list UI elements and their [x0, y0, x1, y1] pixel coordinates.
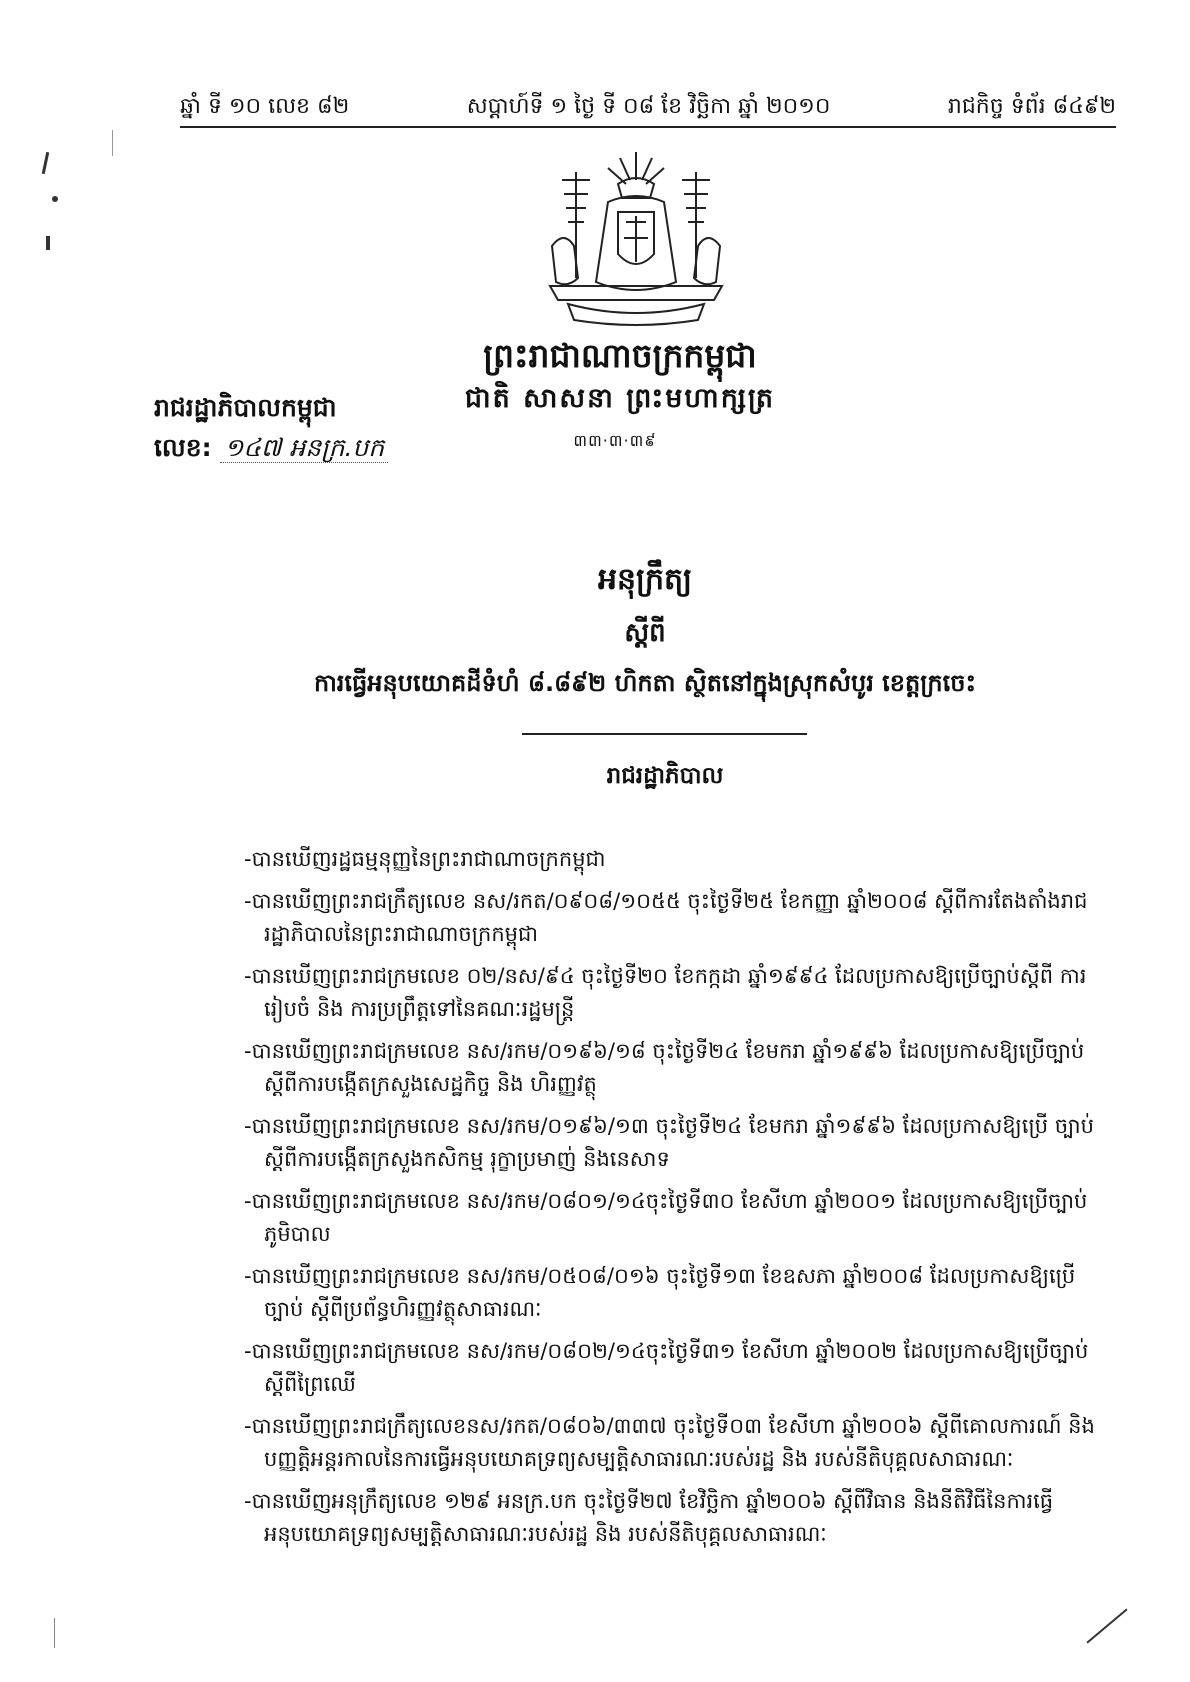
scan-artifact [46, 236, 50, 250]
title-divider [522, 733, 807, 735]
list-item: -បានឃើញព្រះរាជក្រមលេខ នស/រកម/០៨០១/១៤ចុះថ្ងៃទី៣០ ខែសីហា ឆ្នាំ២០០១ ដែលប្រកាសឱ្យប្រើច្បាប់ភូមិបាល [244, 1189, 1088, 1246]
issuer-block [154, 388, 388, 468]
document-on: ស្ដីពី [624, 618, 666, 648]
list-item: -បានឃើញព្រះរាជក្រឹត្យលេខ នស/រកត/០៩០៨/១០៥៥ ចុះថ្ងៃទី២៥ ខែកញ្ញា ឆ្នាំ២០០៨ ស្ដីពីការតែងតាំងរាជរដ្ឋាភិបាលនៃព្រះរាជាណាចក្រកម្ពុជា [244, 889, 1088, 946]
gazette-page-number: រាជកិច្ច ទំព័រ ៨៤៩២ [947, 94, 1116, 119]
list-item: -បានឃើញព្រះរាជក្រឹត្យលេខនស/រកត/០៨០៦/៣៣៧ ចុះថ្ងៃទី០៣ ខែសីហា ឆ្នាំ២០០៦ ស្ដីពីគោលការណ៍ និងបញ្ញត្តិអន្តរកាលនៃការធ្វើអនុបយោគទ្រព្យសម្បត្តិសាធារណៈរបស់រដ្ឋ និង របស់នីតិបុគ្គលសាធារណៈ [244, 1414, 1095, 1471]
reference-number: លេខ: ១៤៧ អនក្រ.បក [154, 428, 388, 468]
royal-coat-of-arms-icon [538, 150, 734, 328]
list-item: -បានឃើញព្រះរាជក្រមលេខ នស/រកម/០៥០៨/០១៦ ចុះថ្ងៃទី១៣ ខែឧសភា ឆ្នាំ២០០៨ ដែលប្រកាសឱ្យប្រើច្បាប់ ស្ដីពីប្រព័ន្ធហិរញ្ញវត្ថុសាធារណៈ [244, 1264, 1076, 1321]
list-item: -បានឃើញអនុក្រឹត្យលេខ ១២៩ អនក្រ.បក ចុះថ្ងៃទី២៧ ខែវិច្ឆិកា ឆ្នាំ២០០៦ ស្ដីពីវិធាន និងនីតិវិធីនៃការធ្វើអនុបយោគទ្រព្យសម្បត្តិសាធារណៈរបស់រដ្ឋ និង របស់នីតិបុគ្គលសាធារណៈ [244, 1489, 1054, 1546]
list-item: -បានឃើញរដ្ឋធម្មនុញ្ញនៃព្រះរាជាណាចក្រកម្ពុជា [244, 847, 606, 871]
reference-prefix: លេខ [154, 433, 202, 462]
gazette-year-issue: ឆ្នាំ ទី ១០ លេខ ៨២ [180, 94, 350, 119]
scan-artifact [52, 196, 58, 202]
title-block [230, 560, 1060, 703]
national-motto: ជាតិ សាសនា ព្រះមហាក្សត្រ [464, 383, 776, 414]
list-item: -បានឃើញព្រះរាជក្រមលេខ ០២/នស/៩៤ ចុះថ្ងៃទី២០ ខែកក្កដា ឆ្នាំ១៩៩៤ ដែលប្រកាសឱ្យប្រើច្បាប់ស្ដីពី ការរៀបចំ និង ការប្រព្រឹត្តទៅនៃគណៈរដ្ឋមន្ត្រី [244, 964, 1087, 1021]
scan-artifact [1086, 1609, 1127, 1644]
list-item: -បានឃើញព្រះរាជក្រមលេខ នស/រកម/០១៩៦/១៨ ចុះថ្ងៃទី២៤ ខែមករា ឆ្នាំ១៩៩៦ ដែលប្រកាសឱ្យប្រើច្បាប់ស្ដីពីការបង្កើតក្រសួងសេដ្ឋកិច្ច និង ហិរញ្ញវត្ថុ [244, 1039, 1085, 1096]
kingdom-name: ព្រះរាជាណាចក្រកម្ពុជា [483, 336, 757, 375]
gazette-date: សប្ដាហ៍ទី ១ ថ្ងៃ ទី ០៨ ខែ វិច្ឆិកា ឆ្នាំ ២០១០ [466, 94, 831, 119]
government-heading: រាជរដ្ឋាភិបាល [606, 763, 724, 789]
document-type: អនុក្រឹត្យ [597, 562, 693, 597]
ornament-divider: ៣៣·៣·៣៩ [573, 431, 657, 450]
scan-artifact [112, 130, 113, 156]
list-item: -បានឃើញព្រះរាជក្រមលេខ នស/រកម/០១៩៦/១៣ ចុះថ្ងៃទី២៤ ខែមករា ឆ្នាំ១៩៩៦ ដែលប្រកាសឱ្យប្រើ ច្បាប់ស្ដីពីការបង្កើតក្រសួងកសិកម្ម រុក្ខាប្រមាញ់ និងនេសាទ [244, 1114, 1094, 1171]
document-subject: ការធ្វើអនុបយោគដីទំហំ ៨.៨៩២ ហិកតា ស្ថិតនៅក្នុងស្រុកសំបូរ ខេត្តក្រចេះ [313, 669, 977, 697]
scan-artifact [54, 1618, 55, 1648]
issuer-name: រាជរដ្ឋាភិបាលកម្ពុជា [154, 393, 337, 422]
reference-value: ១៤៧ អនក្រ.បក [220, 433, 388, 463]
gazette-header [180, 84, 1116, 128]
considerations-list [244, 843, 1104, 1560]
list-item: -បានឃើញព្រះរាជក្រមលេខ នស/រកម/០៨០២/១៤ចុះថ្ងៃទី៣១ ខែសីហា ឆ្នាំ២០០២ ដែលប្រកាសឱ្យប្រើច្បាប់ស្ដីពីព្រៃឈើ [244, 1339, 1089, 1396]
scan-artifact [42, 152, 50, 174]
